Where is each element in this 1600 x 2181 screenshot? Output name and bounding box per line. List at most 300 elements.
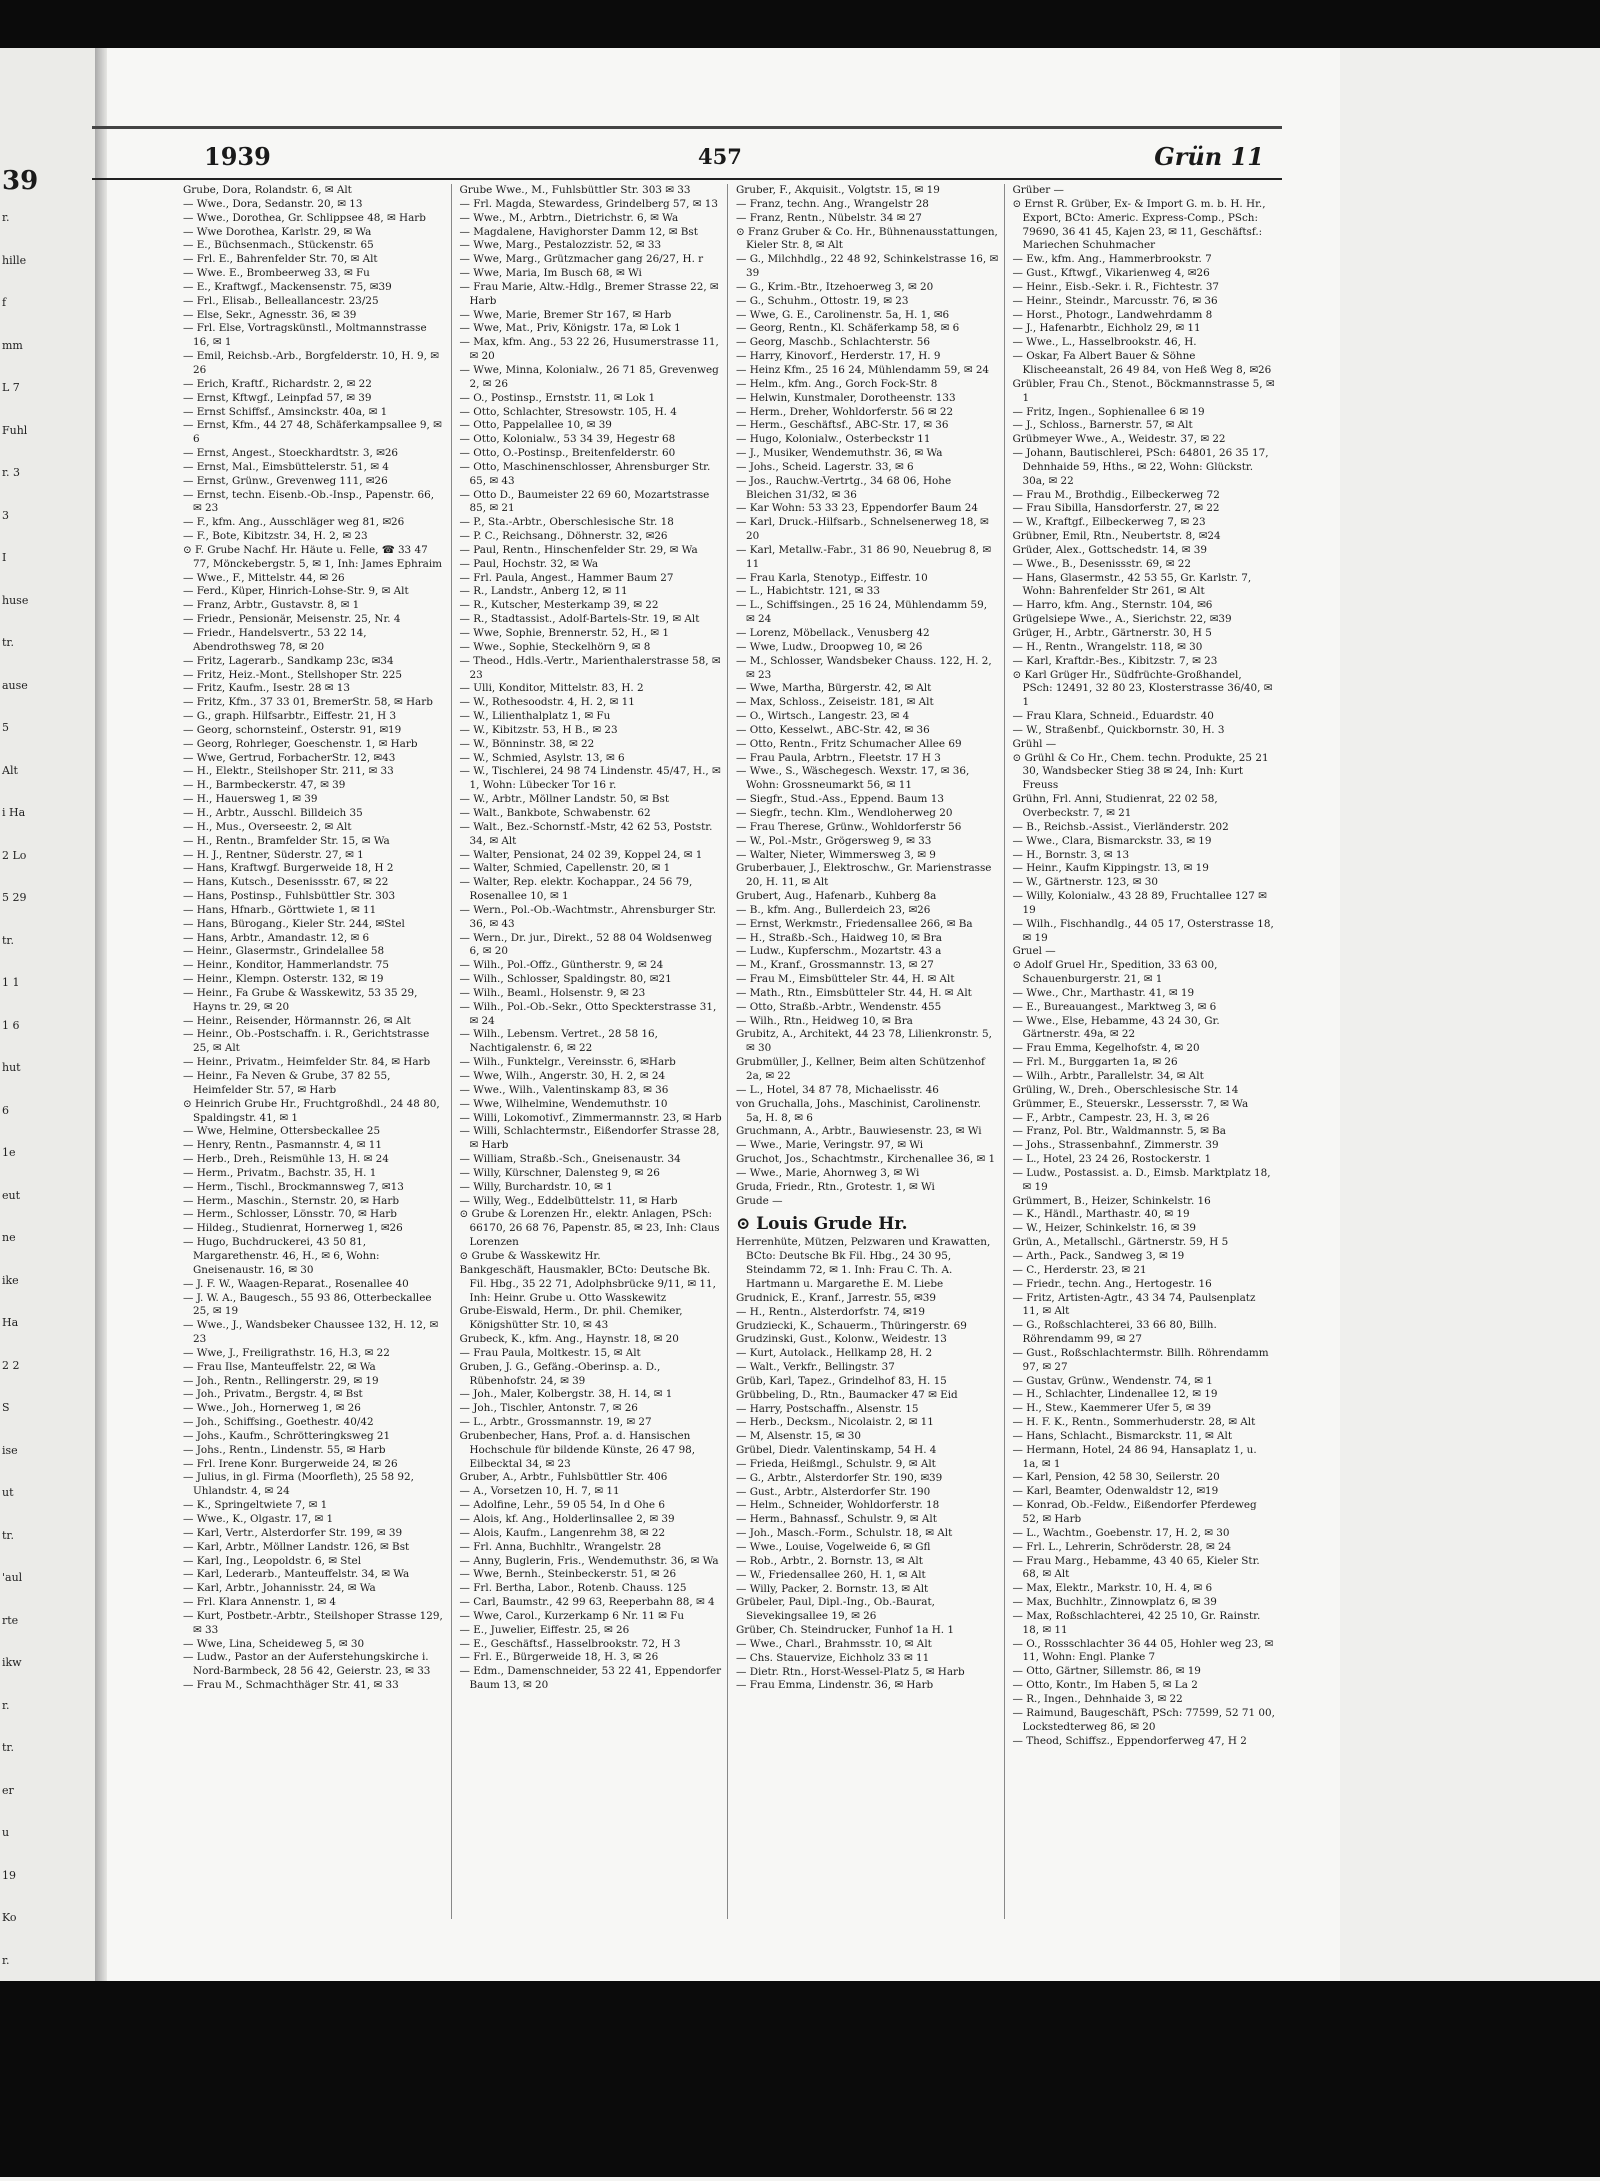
directory-entry: — Wwe., Marie, Veringstr. 97, ✉ Wi [736,1139,924,1152]
directory-entry: — Horst., Photogr., Landwehrdamm 8 [1012,308,1213,321]
directory-entry: Grümmert, B., Heizer, Schinkelstr. 16 [1012,1194,1211,1207]
directory-entry: — Raimund, Baugeschäft, PSch: 77599, 52 71 00, Lockstedterweg 86, ✉ 20 [1012,1706,1275,1733]
directory-entry: — Wwe., B., Desenissstr. 69, ✉ 22 [1012,557,1192,570]
directory-entry: — Georg, schornsteinf., Osterstr. 91, ✉19 [183,723,402,736]
directory-entry: ⊙ Adolf Gruel Hr., Spedition, 33 63 00, Schauenburgerstr. 21, ✉ 1 [1012,959,1218,986]
directory-entry: — P., Sta.-Arbtr., Oberschlesische Str. 18 [459,516,674,529]
directory-entry: — Hans, Kutsch., Desenissstr. 67, ✉ 22 [183,876,389,889]
directory-entry: — Ernst, Grünw., Grevenweg 111, ✉26 [183,474,388,487]
left-page-fragment: I [2,551,7,564]
directory-entry: — M., Kranf., Grossmannstr. 13, ✉ 27 [736,959,934,972]
directory-entry: Grügelsiepe Wwe., A., Sierichstr. 22, ✉39 [1012,613,1232,626]
directory-entry: — Wwe, Wilhelmine, Wendemuthstr. 10 [459,1097,668,1110]
directory-entry: Gruber, A., Arbtr., Fuhlsbüttler Str. 406 [459,1471,668,1484]
directory-entry: — Walter, Schmied, Capellenstr. 20, ✉ 1 [459,862,671,875]
directory-entry: — Ludw., Postassist. a. D., Eimsb. Marktplatz 18, ✉ 19 [1012,1166,1271,1193]
directory-entry: — Helm., Schneider, Wohldorferstr. 18 [736,1499,940,1512]
directory-entry: — William, Straßb.-Sch., Gneisenaustr. 34 [459,1153,681,1166]
directory-entry: — Hans, Arbtr., Amandastr. 12, ✉ 6 [183,931,370,944]
directory-entry: — Wwe, J., Freiligrathstr. 16, H.3, ✉ 22 [183,1346,390,1359]
directory-entry: — H., Bornstr. 3, ✉ 13 [1012,848,1130,861]
left-page-fragment: r. 3 [2,466,21,479]
directory-entry: — Wwe., Dorothea, Gr. Schlippsee 48, ✉ Harb [183,211,426,224]
directory-entry: — Otto D., Baumeister 22 69 60, Mozartstrasse 85, ✉ 21 [459,488,710,515]
directory-entry: — Konrad, Ob.-Feldw., Eißendorfer Pferdeweg 52, ✉ Harb [1012,1499,1257,1525]
directory-entry: Grühn, Frl. Anni, Studienrat, 22 02 58, Overbeckstr. 7, ✉ 21 [1012,793,1218,819]
left-page-fragment: 5 29 [2,891,27,904]
directory-entry: — Alois, Kaufm., Langenrehm 38, ✉ 22 [459,1526,666,1539]
directory-entry: — Willy, Kürschner, Dalensteg 9, ✉ 26 [459,1166,660,1179]
directory-entry: — Wwe, Marg., Grützmacher gang 26/27, H. r [459,253,704,266]
directory-entry: — Wilh., Lebensm. Vertret., 28 58 16, Nachtigalenstr. 6, ✉ 22 [459,1028,658,1055]
directory-entry: — M., Schlosser, Wandsbeker Chauss. 122, H. 2, ✉ 23 [736,654,992,681]
directory-entry: — Joh., Maler, Kolbergstr. 38, H. 14, ✉ 1 [459,1388,673,1401]
left-page-fragment: 19 [2,1868,16,1882]
directory-entry: — Anny, Buglerin, Fris., Wendemuthstr. 36, ✉ Wa [459,1554,719,1567]
directory-entry: — J., Musiker, Wendemuthstr. 36, ✉ Wa [736,447,943,460]
left-page-fragment: 1e [2,1146,16,1159]
directory-entry: — Ernst, Mal., Eimsbüttelerstr. 51, ✉ 4 [183,460,389,473]
directory-entry: — Frl. Paula, Angest., Hammer Baum 27 [459,571,674,584]
directory-entry: — Karl, Ing., Leopoldstr. 6, ✉ Stel [183,1554,362,1567]
directory-entry: — Frieda, Heißmgl., Schulstr. 9, ✉ Alt [736,1457,936,1470]
directory-entry: — Magdalene, Havighorster Damm 12, ✉ Bst [459,225,698,238]
directory-entry: — G., Krim.-Btr., Itzehoerweg 3, ✉ 20 [736,280,934,293]
directory-entry: — B., Reichsb.-Assist., Vierländerstr. 202 [1012,820,1229,833]
directory-entry: — Walt., Bez.-Schornstf.-Mstr, 42 62 53, Poststr. 34, ✉ Alt [459,820,713,847]
directory-entry: — Math., Rtn., Eimsbütteler Str. 44, H. ✉ Alt [736,986,972,999]
directory-entry: — Ernst, techn. Eisenb.-Ob.-Insp., Papenstr. 66, ✉ 23 [183,488,435,515]
directory-entry: — Johann, Bautischlerei, PSch: 64801, 26 35 17, Dehnhaide 59, Hths., ✉ 22, Wohn: Glückstr. 30a, ✉ 22 [1012,447,1269,487]
directory-entry: — Otto, Kontr., Im Haben 5, ✉ La 2 [1012,1679,1198,1692]
directory-entry: — Wwe., K., Olgastr. 17, ✉ 1 [183,1513,334,1525]
directory-entry: — Ludw., Kupferschm., Mozartstr. 43 a [736,945,942,958]
directory-entry: — R., Landstr., Anberg 12, ✉ 11 [459,585,628,598]
directory-entry: — Heinr., Klempn. Osterstr. 132, ✉ 19 [183,973,384,986]
directory-entry: — E., Geschäftsf., Hasselbrookstr. 72, H 3 [459,1637,681,1650]
left-page-fragment: r. [2,211,10,224]
directory-entry: — Wwe, Lina, Scheideweg 5, ✉ 30 [183,1637,365,1650]
directory-entry: — Emil, Reichsb.-Arb., Borgfelderstr. 10, H. 9, ✉ 26 [183,350,439,376]
left-page-fragment: mm [2,338,23,352]
directory-entry: — Heinr., Eisb.-Sekr. i. R., Fichtestr. 37 [1012,280,1220,293]
directory-entry: — Franz, techn. Ang., Wrangelstr 28 [736,197,929,210]
directory-entry: — L., Arbtr., Grossmannstr. 19, ✉ 27 [459,1416,652,1429]
directory-entry: — Harry, Postschaffn., Alsenstr. 15 [736,1402,919,1415]
directory-entry: — Otto, Rentn., Fritz Schumacher Allee 69 [736,737,962,750]
directory-entry: — Heinr., Konditor, Hammerlandstr. 75 [183,959,390,972]
left-page-fragment: rte [2,1613,19,1627]
directory-entry: — Frl. Magda, Stewardess, Grindelberg 57, ✉ 13 [459,197,718,210]
header-section: Grün 11 [1154,142,1264,171]
left-page-fragment: r. [2,1698,10,1712]
left-page-fragment: tr. [2,1528,14,1542]
directory-entry: — Johs., Kaufm., Schrötteringksweg 21 [183,1429,391,1442]
directory-entry: — Jos., Rauchw.-Vertrtg., 34 68 06, Hohe Bleichen 31/32, ✉ 36 [736,474,952,501]
directory-entry: — Otto, Gärtner, Sillemstr. 86, ✉ 19 [1012,1665,1201,1678]
directory-entry: — J. F. W., Waagen-Reparat., Rosenallee 40 [183,1277,409,1290]
directory-entry: — H., Hauersweg 1, ✉ 39 [183,793,318,806]
directory-entry: — Heinr., Privatm., Heimfelder Str. 84, ✉ Harb [183,1056,431,1069]
directory-entry: — Frau M., Eimsbütteler Str. 44, H. ✉ Alt [736,973,955,986]
directory-entry: von Gruchalla, Johs., Maschinist, Carolinenstr. 5a, H. 8, ✉ 6 [736,1097,981,1124]
column-2 [460,184,729,1919]
directory-entry: — Otto, Straßb.-Arbtr., Wendenstr. 455 [736,1000,942,1013]
directory-entry: — Willi, Schlachtermstr., Eißendorfer Strasse 28, ✉ Harb [459,1125,720,1152]
directory-entry: — Willy, Burchardstr. 10, ✉ 1 [459,1180,613,1193]
left-page-fragment: 2 2 [2,1358,20,1372]
column-4 [1013,184,1281,1919]
directory-entry: — Heinz Kfm., 25 16 24, Mühlendamm 59, ✉ 24 [736,363,990,376]
directory-entry: — J., Schloss., Barnerstr. 57, ✉ Alt [1012,419,1193,432]
header-rule [92,126,1282,129]
left-page-fragment: eut [2,1188,21,1202]
directory-entry: Grubenbecher, Hans, Prof. a. d. Hansischen Hochschule für bildende Künste, 26 47 98, Eilbecktal 34, ✉ 23 [459,1429,696,1470]
directory-entry: — F., kfm. Ang., Ausschläger weg 81, ✉26 [183,516,405,529]
left-page-fragment: f [2,296,7,309]
directory-entry: — Wern., Pol.-Ob.-Wachtmstr., Ahrensburger Str. 36, ✉ 43 [459,903,717,930]
directory-entry: — Georg, Rentn., Kl. Schäferkamp 58, ✉ 6 [736,322,960,335]
directory-entry: — A., Vorsetzen 10, H. 7, ✉ 11 [459,1485,620,1498]
directory-entry: — Wwe., L., Hasselbrookstr. 46, H. [1012,336,1197,349]
scan-top-border [0,0,1600,48]
directory-entry: — Wwe, G. E., Carolinenstr. 5a, H. 1, ✉6 [736,308,950,321]
directory-entry: — Ernst, Werkmstr., Friedensallee 266, ✉ Ba [736,917,973,930]
directory-entry: — Herm., Geschäftsf., ABC-Str. 17, ✉ 36 [736,419,949,432]
directory-entry: — Friedr., Handelsvertr., 53 22 14, Abendrothsweg 78, ✉ 20 [183,627,367,653]
directory-entry: — Herm., Maschin., Sternstr. 20, ✉ Harb [183,1194,399,1207]
directory-entry: — Herb., Decksm., Nicolaistr. 2, ✉ 11 [736,1416,934,1429]
directory-entry: — E., Juwelier, Eiffestr. 25, ✉ 26 [459,1623,630,1636]
directory-entry: ⊙ Grühl & Co Hr., Chem. techn. Produkte, 25 21 30, Wandsbecker Stieg 38 ✉ 24, Inh: Kurt Freuss [1012,751,1269,792]
directory-entry: — Joh., Masch.-Form., Schulstr. 18, ✉ Alt [736,1527,953,1540]
directory-entry: Grüger, H., Arbtr., Gärtnerstr. 30, H 5 [1012,627,1212,639]
directory-entry: — Wilh., Pol.-Ob.-Sekr., Otto Speckterstrasse 31, ✉ 24 [459,1000,717,1027]
left-page-fragment: Ko [2,1911,17,1924]
directory-entry: Grube-Eiswald, Herm., Dr. phil. Chemiker, Königshütter Str. 10, ✉ 43 [459,1305,683,1332]
directory-entry: — R., Ingen., Dehnhaide 3, ✉ 22 [1012,1692,1183,1705]
directory-entry: Grübmeyer Wwe., A., Weidestr. 37, ✉ 22 [1012,433,1226,446]
directory-entry: — Wwe., Louise, Vogelweide 6, ✉ Gfl [736,1541,931,1553]
directory-entry: Gruchmann, A., Arbtr., Bauwiesenstr. 23, ✉ Wi [736,1125,982,1138]
directory-entry: — Frl. Else, Vortragskünstl., Moltmannstrasse 16, ✉ 1 [183,322,427,349]
book-gutter [95,48,107,1981]
directory-entry: — Henry, Rentn., Pasmannstr. 4, ✉ 11 [183,1139,382,1152]
directory-entry: — C., Herderstr. 23, ✉ 21 [1012,1263,1147,1276]
directory-entry: — Ernst, Kftwgf., Leinpfad 57, ✉ 39 [183,391,372,404]
directory-entry: — Wilh., Pol.-Offz., Güntherstr. 9, ✉ 24 [459,959,664,972]
directory-entry: — Karl, Metallw.-Fabr., 31 86 90, Neuebrug 8, ✉ 11 [736,543,992,570]
directory-entry: — Hans, Hfnarb., Görttwiete 1, ✉ 11 [183,903,377,916]
directory-entry: — Wwe., J., Wandsbeker Chaussee 132, H. 12, ✉ 23 [183,1319,439,1346]
directory-entry: — Rob., Arbtr., 2. Bornstr. 13, ✉ Alt [736,1554,923,1567]
directory-entry: — Heinr., Fa Grube & Wasskewitz, 53 35 29, Hayns tr. 29, ✉ 20 [183,986,418,1013]
directory-entry: — Hans, Postinsp., Fuhlsbüttler Str. 303 [183,890,396,903]
directory-entry: — Erich, Kraftf., Richardstr. 2, ✉ 22 [183,377,372,390]
directory-entry: — Frau Therese, Grünw., Wohldorferstr 56 [736,820,962,833]
left-page-fragment: tr. [2,636,14,649]
directory-entry: — Lorenz, Möbellack., Venusberg 42 [736,627,930,639]
directory-entry: — Franz, Arbtr., Gustavstr. 8, ✉ 1 [183,599,360,612]
directory-entry: — Ernst Schiffsf., Amsinckstr. 40a, ✉ 1 [183,405,388,418]
left-page-fragment: S [2,1401,10,1414]
directory-entry: — Willi, Lokomotivf., Zimmermannstr. 23, ✉ Harb [459,1111,722,1124]
directory-entry: — Arth., Pack., Sandweg 3, ✉ 19 [1012,1249,1185,1262]
left-page-fragment: ike [2,1273,19,1287]
directory-entry: Gruchot, Jos., Schachtmstr., Kirchenallee 36, ✉ 1 [736,1153,996,1166]
directory-entry: — Wilh., Arbtr., Parallelstr. 34, ✉ Alt [1012,1070,1204,1082]
directory-entry: — Willy, Kolonialw., 43 28 89, Fruchtallee 127 ✉ 19 [1012,890,1267,916]
column-3 [736,184,1005,1919]
directory-entry: — H., Elektr., Steilshoper Str. 211, ✉ 33 [183,765,394,778]
directory-entry: — R., Stadtassist., Adolf-Bartels-Str. 19, ✉ Alt [459,613,700,626]
directory-entry: — Friedr., Pensionär, Meisenstr. 25, Nr. 4 [183,613,401,626]
directory-entry: — Wilh., Rtn., Heidweg 10, ✉ Bra [736,1014,913,1027]
directory-entry: Grudziecki, K., Schauerm., Thüringerstr. 69 [736,1319,967,1332]
directory-entry: — Herm., Tischl., Brockmannsweg 7, ✉13 [183,1180,404,1193]
directory-entry: — W., Friedensallee 260, H. 1, ✉ Alt [736,1568,926,1581]
directory-entry: — Herm., Schlosser, Lönsstr. 70, ✉ Harb [183,1208,397,1221]
directory-entry: — Max, Roßschlachterei, 42 25 10, Gr. Rainstr. 18, ✉ 11 [1012,1609,1261,1636]
directory-entry: — W., Kraftgf., Eilbeckerweg 7, ✉ 23 [1012,516,1206,529]
directory-entry: — W., Pol.-Mstr., Grögersweg 9, ✉ 33 [736,834,932,847]
directory-entry: — Wwe., S., Wäschegesch. Wexstr. 17, ✉ 36, Wohn: Grossneumarkt 56, ✉ 11 [736,765,970,792]
directory-entry: — Else, Sekr., Agnesstr. 36, ✉ 39 [183,308,357,321]
directory-entry: — Wwe, Marg., Pestalozzistr. 52, ✉ 33 [459,239,662,252]
directory-entry: Gruda, Friedr., Rtn., Grotestr. 1, ✉ Wi [736,1180,935,1193]
directory-entry: — Wwe, Carol., Kurzerkamp 6 Nr. 11 ✉ Fu [459,1609,685,1622]
directory-entry: Grübbeling, D., Rtn., Baumacker 47 ✉ Eid [736,1388,958,1401]
directory-entry: — Frl. E., Bahrenfelder Str. 70, ✉ Alt [183,253,378,266]
directory-entry: — Karl, Druck.-Hilfsarb., Schnelsenerweg 18, ✉ 20 [736,516,989,543]
directory-entry: — Fritz, Heiz.-Mont., Stellshoper Str. 225 [183,668,402,681]
directory-entry: — Wern., Dr. jur., Direkt., 52 88 04 Woldsenweg 6, ✉ 20 [459,931,712,958]
directory-entry: — Fritz, Lagerarb., Sandkamp 23c, ✉34 [183,654,394,667]
directory-entry: Grübler, Frau Ch., Stenot., Böckmannstrasse 5, ✉ 1 [1012,377,1275,404]
directory-entry: ⊙ Grube & Lorenzen Hr., elektr. Anlagen, PSch: 66170, 26 68 76, Papenstr. 85, ✉ 23, Inh: Claus Lorenzen [459,1208,720,1249]
directory-entry: — Wwe, Martha, Bürgerstr. 42, ✉ Alt [736,682,932,695]
directory-entry: — Frl., Elisab., Belleallancestr. 23/25 [183,294,379,307]
directory-entry: — Wilh., Funktelgr., Vereinsstr. 6, ✉Harb [459,1056,676,1069]
left-page-fragment: ause [2,678,28,692]
directory-entry: — Wwe, Maria, Im Busch 68, ✉ Wi [459,267,642,280]
directory-entry: Gruberbauer, J., Elektroschw., Gr. Marienstrasse 20, H. 11, ✉ Alt [736,862,992,889]
directory-entry: — Helwin, Kunstmaler, Dorotheenstr. 133 [736,391,956,404]
header-year: 1939 [204,142,271,171]
directory-entry: — Friedr., techn. Ang., Hertogestr. 16 [1012,1277,1212,1290]
directory-entry: — Wwe., Sophie, Steckelhörn 9, ✉ 8 [459,640,651,653]
directory-entry: — G., Arbtr., Alsterdorfer Str. 190, ✉39 [736,1471,943,1484]
directory-entry: — Wilh., Fischhandlg., 44 05 17, Osterstrasse 18, ✉ 19 [1012,917,1274,944]
directory-entry: — Heinr., Fa Neven & Grube, 37 82 55, Heimfelder Str. 57, ✉ Harb [183,1070,391,1096]
directory-entry: — H., Schlachter, Lindenallee 12, ✉ 19 [1012,1388,1218,1401]
directory-entry: — Max, Buchhltr., Zinnowplatz 6, ✉ 39 [1012,1596,1217,1609]
directory-entry: — Frau Paula, Arbtrn., Fleetstr. 17 H 3 [736,751,941,764]
directory-entry: — Ew., kfm. Ang., Hammerbrookstr. 7 [1012,253,1212,266]
directory-entry: — Frl. M., Burggarten 1a, ✉ 26 [1012,1056,1178,1069]
left-page-fragment: er [2,1783,14,1797]
directory-entry: — Karl, Kraftdr.-Bes., Kibitzstr. 7, ✉ 23 [1012,654,1218,667]
header-page-number: 457 [698,144,742,169]
directory-entry: — R., Kutscher, Mesterkamp 39, ✉ 22 [459,599,659,612]
directory-entry: — G., Milchhdlg., 22 48 92, Schinkelstrasse 16, ✉ 39 [736,253,999,280]
page-header [92,132,1282,180]
directory-entry: — Ludw., Pastor an der Auferstehungskirche i. Nord-Barmbeck, 28 56 42, Geierstr. 23, ✉ 33 [183,1651,431,1678]
directory-entry: Grubitz, A., Architekt, 44 23 78, Lilienkronstr. 5, ✉ 30 [736,1028,992,1055]
left-page-fragment: 2 Lo [2,848,27,862]
directory-entry: — Hans, Bürogang., Kieler Str. 244, ✉Stel [183,917,405,930]
directory-entry: Grüling, W., Dreh., Oberschlesische Str. 14 [1012,1083,1239,1096]
directory-entry: — Frl. E., Bürgerweide 18, H. 3, ✉ 26 [459,1651,659,1664]
left-page-fragment: ise [2,1443,18,1457]
directory-entry: — Heinr., Glasermstr., Grindelallee 58 [183,945,385,958]
directory-entry: Herrenhüte, Mützen, Pelzwaren und Krawatten, BCto: Deutsche Bk Fil. Hbg., 24 30 95, Steindamm 72, ✉ 1. Inh: Frau C. Th. A. Hartmann u. Margarethe E. M. Liebe [736,1236,991,1290]
directory-entry: — Walter, Rep. elektr. Kochappar., 24 56 79, Rosenallee 10, ✉ 1 [459,876,693,903]
left-page-fragment: Alt [2,763,18,777]
left-page-fragment: ut [2,1486,14,1499]
directory-entry: Grubmüller, J., Kellner, Beim alten Schützenhof 2a, ✉ 22 [736,1056,985,1082]
directory-entry: — Hildeg., Studienrat, Hornerweg 1, ✉26 [183,1222,403,1235]
directory-entry: — H., Rentn., Wrangelstr. 118, ✉ 30 [1012,640,1203,653]
directory-entry: — Dietr. Rtn., Horst-Wessel-Platz 5, ✉ Harb [736,1665,965,1678]
directory-entry: ⊙ Ernst R. Grüber, Ex- & Import G. m. b. H. Hr., Export, BCto: Americ. Express-Comp., PSch: 79690, 36 41 45, Kajen 23, ✉ 11, Geschäftsf.: Mariechen Schuhmacher [1012,197,1266,252]
directory-entry: — Franz, Rentn., Nübelstr. 34 ✉ 27 [736,211,922,224]
directory-entry: — Wwe. E., Brombeerweg 33, ✉ Fu [183,267,370,280]
directory-entry: — W., Lilienthalplatz 1, ✉ Fu [459,710,611,723]
directory-entry: — W., Gärtnerstr. 123, ✉ 30 [1012,876,1159,889]
left-page-fragment: 6 [2,1103,9,1117]
left-page-fragment: 1 1 [2,976,20,989]
directory-entry: — Frau Marg., Hebamme, 43 40 65, Kieler Str. 68, ✉ Alt [1012,1554,1260,1581]
directory-entry: — F., Arbtr., Campestr. 23, H. 3, ✉ 26 [1012,1111,1210,1124]
directory-entry: — Carl, Baumstr., 42 99 63, Reeperbahn 88, ✉ 4 [459,1596,715,1609]
directory-entry: — Gust., Arbtr., Alsterdorfer Str. 190 [736,1485,931,1498]
directory-entry: — W., Tischlerei, 24 98 74 Lindenstr. 45/47, H., ✉ 1, Wohn: Lübecker Tor 16 r. [459,765,721,792]
directory-entry: — Hans, Schlacht., Bismarckstr. 11, ✉ Alt [1012,1429,1233,1442]
directory-entry: — B., kfm. Ang., Bullerdeich 23, ✉26 [736,903,931,916]
directory-entry: — Karl, Arbtr., Johannisstr. 24, ✉ Wa [183,1582,376,1595]
directory-entry: — Frau Emma, Kegelhofstr. 4, ✉ 20 [1012,1042,1200,1055]
directory-entry: — Paul, Hochstr. 32, ✉ Wa [459,557,599,570]
directory-entry: — Walt., Bankbote, Schwabenstr. 62 [459,806,651,819]
directory-entry: Gruel — [1012,945,1056,958]
directory-entry: — Wwe., Else, Hebamme, 43 24 30, Gr. Gärtnerstr. 49a, ✉ 22 [1012,1014,1220,1041]
directory-entry: — W., Heizer, Schinkelstr. 16, ✉ 39 [1012,1222,1196,1235]
directory-entry: — Wwe, Sophie, Brennerstr. 52, H., ✉ 1 [459,627,669,639]
directory-entry: — Harry, Kinovorf., Herderstr. 17, H. 9 [736,350,941,363]
directory-entry: — Fritz, Kfm., 37 33 01, BremerStr. 58, ✉ Harb [183,696,433,709]
directory-entry: — Wilh., Schlosser, Spaldingstr. 80, ✉21 [459,973,672,986]
directory-entry: — Harro, kfm. Ang., Sternstr. 104, ✉6 [1012,599,1213,612]
directory-entry: — H., Mus., Overseestr. 2, ✉ Alt [183,820,352,833]
directory-entry: — Max, Schloss., Zeiseistr. 181, ✉ Alt [736,696,934,709]
directory-entry: — Wwe., Dora, Sedanstr. 20, ✉ 13 [183,197,363,210]
directory-entry: — Wwe Dorothea, Karlstr. 29, ✉ Wa [183,225,372,238]
left-page-edge [0,48,98,1981]
directory-entry: — Frl. Bertha, Labor., Rotenb. Chauss. 125 [459,1582,687,1595]
directory-entry: — L., Schiffsingen., 25 16 24, Mühlendamm 59, ✉ 24 [736,599,988,626]
directory-entry: Grudzinski, Gust., Kolonw., Weidestr. 13 [736,1333,947,1346]
directory-entry: — Julius, in gl. Firma (Moorfleth), 25 58 92, Uhlandstr. 4, ✉ 24 [183,1471,414,1498]
directory-entry: — L., Hotel, 34 87 78, Michaelisstr. 46 [736,1083,939,1096]
directory-entry: — Wwe., F., Mittelstr. 44, ✉ 26 [183,571,345,584]
left-page-fragment: Ha [2,1316,19,1329]
directory-entry: — Walter, Pensionat, 24 02 39, Koppel 24, ✉ 1 [459,848,703,861]
left-page-fragment: tr. [2,933,14,947]
directory-columns [183,184,1280,1919]
directory-entry: — Edm., Damenschneider, 53 22 41, Eppendorfer Baum 13, ✉ 20 [459,1665,722,1692]
directory-entry: — Karl, Lederarb., Manteuffelstr. 34, ✉ Wa [183,1568,410,1581]
directory-entry: — Fritz, Artisten-Agtr., 43 34 74, Paulsenplatz 11, ✉ Alt [1012,1291,1256,1318]
directory-entry: — Heinr., Reisender, Hörmannstr. 26, ✉ Alt [183,1014,411,1027]
directory-entry: — Wwe, Gertrud, ForbacherStr. 12, ✉43 [183,751,396,764]
directory-entry: — Walter, Nieter, Wimmersweg 3, ✉ 9 [736,848,936,861]
directory-entry: — Frau Klara, Schneid., Eduardstr. 40 [1012,710,1214,723]
directory-entry: — Karl, Pension, 42 58 30, Seilerstr. 20 [1012,1471,1220,1484]
directory-entry: — W., Kibitzstr. 53, H B., ✉ 23 [459,723,618,736]
directory-entry: — Wwe., Charl., Brahmsstr. 10, ✉ Alt [736,1637,932,1650]
directory-entry: — Wwe, Mat., Priv, Königstr. 17a, ✉ Lok 1 [459,322,681,335]
left-page-fragment: 1 6 [2,1018,20,1032]
directory-entry: — Hugo, Kolonialw., Osterbeckstr 11 [736,433,931,446]
directory-entry: — G., Schuhm., Ottostr. 19, ✉ 23 [736,294,909,307]
directory-entry: Grübner, Emil, Rtn., Neubertstr. 8, ✉24 [1012,530,1221,543]
directory-entry: — H., Stew., Kaemmerer Ufer 5, ✉ 39 [1012,1402,1211,1415]
left-page-fragment: hille [2,253,27,267]
directory-entry: — Herm., Privatm., Bachstr. 35, H. 1 [183,1166,377,1179]
directory-entry: — Wwe, Helmine, Ottersbeckallee 25 [183,1125,381,1138]
directory-entry: — L., Hotel, 23 24 26, Rostockerstr. 1 [1012,1153,1212,1166]
directory-entry: — Joh., Tischler, Antonstr. 7, ✉ 26 [459,1402,638,1415]
directory-entry: — Frl. Anna, Buchhltr., Wrangelstr. 28 [459,1540,662,1553]
directory-entry: — Willy, Packer, 2. Bornstr. 13, ✉ Alt [736,1582,929,1595]
directory-entry: — Karl, Vertr., Alsterdorfer Str. 199, ✉ 39 [183,1526,403,1539]
directory-entry: — Frau Paula, Moltkestr. 15, ✉ Alt [459,1346,641,1359]
column-1 [183,184,452,1919]
directory-entry: — Franz, Pol. Btr., Waldmannstr. 5, ✉ Ba [1012,1125,1227,1138]
directory-entry: — Chs. Stauervize, Eichholz 33 ✉ 11 [736,1651,930,1664]
directory-entry: — Ulli, Konditor, Mittelstr. 83, H. 2 [459,682,644,695]
directory-entry: — J. W. A., Baugesch., 55 93 86, Otterbeckallee 25, ✉ 19 [183,1291,432,1318]
directory-entry: Gruber, F., Akquisit., Volgtstr. 15, ✉ 19 [736,184,940,196]
directory-entry: — Theod, Schiffsz., Eppendorferweg 47, H 2 [1012,1734,1247,1747]
directory-entry: — Wwe., Joh., Hornerweg 1, ✉ 26 [183,1402,361,1415]
directory-entry: — Herm., Dreher, Wohldorferstr. 56 ✉ 22 [736,405,954,418]
directory-entry: — Frau Emma, Lindenstr. 36, ✉ Harb [736,1679,934,1692]
directory-entry: — L., Habichtstr. 121, ✉ 33 [736,585,881,598]
directory-entry: ⊙ Franz Gruber & Co. Hr., Bühnenausstattungen, Kieler Str. 8, ✉ Alt [736,225,998,252]
directory-entry: — Adolfine, Lehr., 59 05 54, In d Ohe 6 [459,1499,665,1512]
directory-entry: — Wwe, Wilh., Angerstr. 30, H. 2, ✉ 24 [459,1070,666,1082]
directory-entry: — Helm., kfm. Ang., Gorch Fock-Str. 8 [736,377,938,390]
directory-entry: ⊙ Karl Grüger Hr., Südfrüchte-Großhandel, PSch: 12491, 32 80 23, Klosterstrasse 36/40, ✉ 1 [1012,668,1273,709]
scan-right-margin [1340,48,1600,1981]
directory-entry: — Herm., Bahnassf., Schulstr. 9, ✉ Alt [736,1513,937,1526]
directory-entry: — M, Alsenstr. 15, ✉ 30 [736,1430,861,1443]
directory-entry: Grün, A., Metallschl., Gärtnerstr. 59, H 5 [1012,1236,1229,1249]
directory-entry: — Wwe., Chr., Marthastr. 41, ✉ 19 [1012,986,1195,999]
directory-entry: — K., Händl., Marthastr. 40, ✉ 19 [1012,1208,1190,1221]
left-page-fragment: huse [2,593,29,607]
directory-entry: — Otto, Pappelallee 10, ✉ 39 [459,419,612,432]
directory-entry: — Siegfr., techn. Klm., Wendloherweg 20 [736,806,953,819]
directory-entry: — Wwe, Ludw., Droopweg 10, ✉ 26 [736,640,923,653]
directory-entry: — H., Rentn., Bramfelder Str. 15, ✉ Wa [183,834,390,847]
directory-entry: — Ernst, Kfm., 44 27 48, Schäferkampsallee 9, ✉ 6 [183,419,442,446]
directory-entry: — E., Büchsenmach., Stückenstr. 65 [183,239,374,252]
directory-entry: Grübeler, Paul, Dipl.-Ing., Ob.-Baurat, Sievekingsallee 19, ✉ 26 [736,1596,935,1623]
directory-entry: — J., Hafenarbtr., Eichholz 29, ✉ 11 [1012,322,1201,335]
